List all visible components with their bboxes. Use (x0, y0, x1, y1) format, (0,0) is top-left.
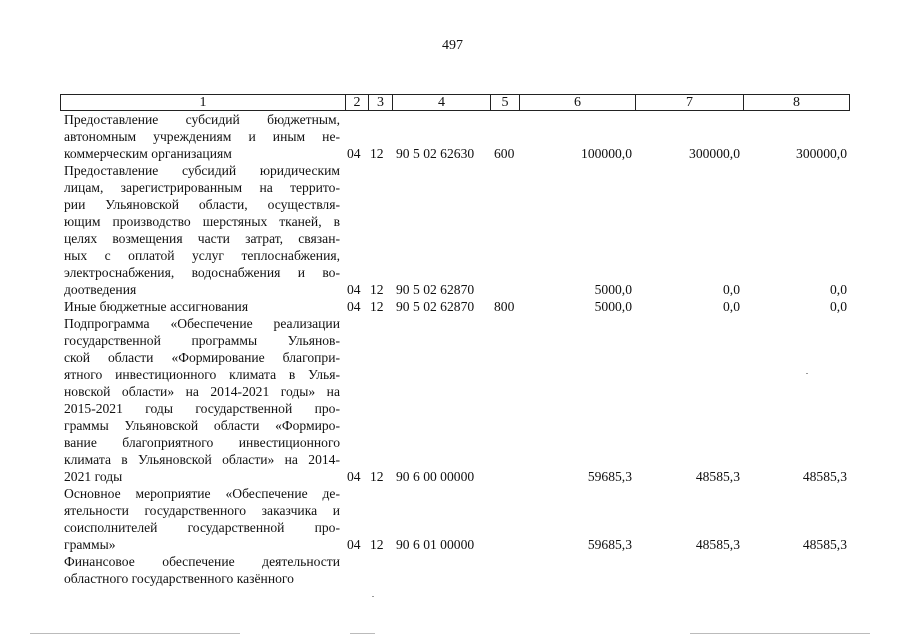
header-col-7: 7 (635, 95, 743, 110)
row-description-line: 2015-2021 годы государственной про- (64, 401, 340, 416)
row-description-line: соисполнителей государственной про- (64, 520, 340, 535)
row-description-line: государственной программы Ульянов- (64, 333, 340, 348)
header-col-4: 4 (392, 95, 490, 110)
row-description-line: электроснабжения, водоснабжения и во- (64, 265, 340, 280)
row-description-line: Финансовое обеспечение деятельности (64, 554, 340, 569)
cell-target-code: 90 6 00 00000 (396, 469, 475, 484)
cell-amount-2: 0,0 (723, 299, 740, 314)
header-col-2: 2 (345, 95, 368, 110)
cell-amount-3: 0,0 (830, 282, 847, 297)
cell-expense-type: 800 (494, 299, 515, 314)
row-description-line: Основное мероприятие «Обеспечение де- (64, 486, 340, 501)
row-description-line: граммы» (64, 537, 116, 552)
row-description-line: рии Ульяновской области, осуществля- (64, 197, 340, 212)
table-header (60, 94, 850, 111)
cell-section: 04 (347, 299, 361, 314)
row-description-line: вание благоприятного инвестиционного (64, 435, 340, 450)
cell-subsection: 12 (370, 469, 384, 484)
row-description-line: ской области «Формирование благопри- (64, 350, 340, 365)
cell-expense-type: 600 (494, 146, 515, 161)
cell-target-code: 90 5 02 62870 (396, 282, 475, 297)
cell-amount-1: 100000,0 (581, 146, 632, 161)
row-description-line: 2021 годы (64, 469, 123, 484)
cell-amount-3: 48585,3 (802, 537, 847, 552)
header-col-3: 3 (368, 95, 392, 110)
cell-amount-1: 5000,0 (594, 282, 632, 297)
row-description-line: лицам, зарегистрированным на террито- (64, 180, 340, 195)
row-description-line: доотведения (64, 282, 137, 297)
row-description-line: новской области» на 2014-2021 годы» на (64, 384, 340, 399)
row-description-line: ных с оплатой услуг теплоснабжения, (64, 248, 340, 263)
header-col-1: 1 (199, 95, 207, 110)
cell-amount-2: 300000,0 (689, 146, 740, 161)
row-description-line: коммерческим организациям (64, 146, 232, 161)
cell-amount-1: 5000,0 (594, 299, 632, 314)
cell-target-code: 90 5 02 62870 (396, 299, 475, 314)
cell-amount-3: 300000,0 (796, 146, 847, 161)
cell-subsection: 12 (370, 299, 384, 314)
header-col-5: 5 (490, 95, 519, 110)
cell-amount-1: 59685,3 (587, 469, 632, 484)
cell-subsection: 12 (370, 146, 384, 161)
row-description-line: ятельности государственного заказчика и (64, 503, 340, 518)
row-description-line: климата в Ульяновской области» на 2014- (64, 452, 340, 467)
row-description-line: Предоставление субсидий юридическим (64, 163, 340, 178)
cell-amount-3: 0,0 (830, 299, 847, 314)
cell-amount-2: 48585,3 (695, 537, 740, 552)
header-col-6: 6 (519, 95, 635, 110)
cell-amount-2: 0,0 (723, 282, 740, 297)
row-description-line: граммы Ульяновской области «Формиро- (64, 418, 340, 433)
cell-amount-3: 48585,3 (802, 469, 847, 484)
cell-amount-1: 59685,3 (587, 537, 632, 552)
cell-target-code: 90 6 01 00000 (396, 537, 475, 552)
cell-target-code: 90 5 02 62630 (396, 146, 475, 161)
row-description-line: ятного инвестиционного климата в Улья- (64, 367, 340, 382)
cell-amount-2: 48585,3 (695, 469, 740, 484)
cell-subsection: 12 (370, 537, 384, 552)
row-description-line: целях возмещения части затрат, связан- (64, 231, 340, 246)
page-number: 497 (442, 38, 463, 53)
row-description-line: ющим производство шерстяных тканей, в (64, 214, 340, 229)
header-col-8: 8 (743, 95, 849, 110)
row-description-line: Подпрограмма «Обеспечение реализации (64, 316, 340, 331)
cell-section: 04 (347, 537, 361, 552)
row-description-line: областного государственного казённого (64, 571, 294, 586)
row-description-line: Иные бюджетные ассигнования (64, 299, 249, 314)
cell-section: 04 (347, 282, 361, 297)
row-description-line: Предоставление субсидий бюджетным, (64, 112, 340, 127)
cell-section: 04 (347, 146, 361, 161)
row-description-line: автономным учреждениям и иным не- (64, 129, 340, 144)
cell-section: 04 (347, 469, 361, 484)
cell-subsection: 12 (370, 282, 384, 297)
